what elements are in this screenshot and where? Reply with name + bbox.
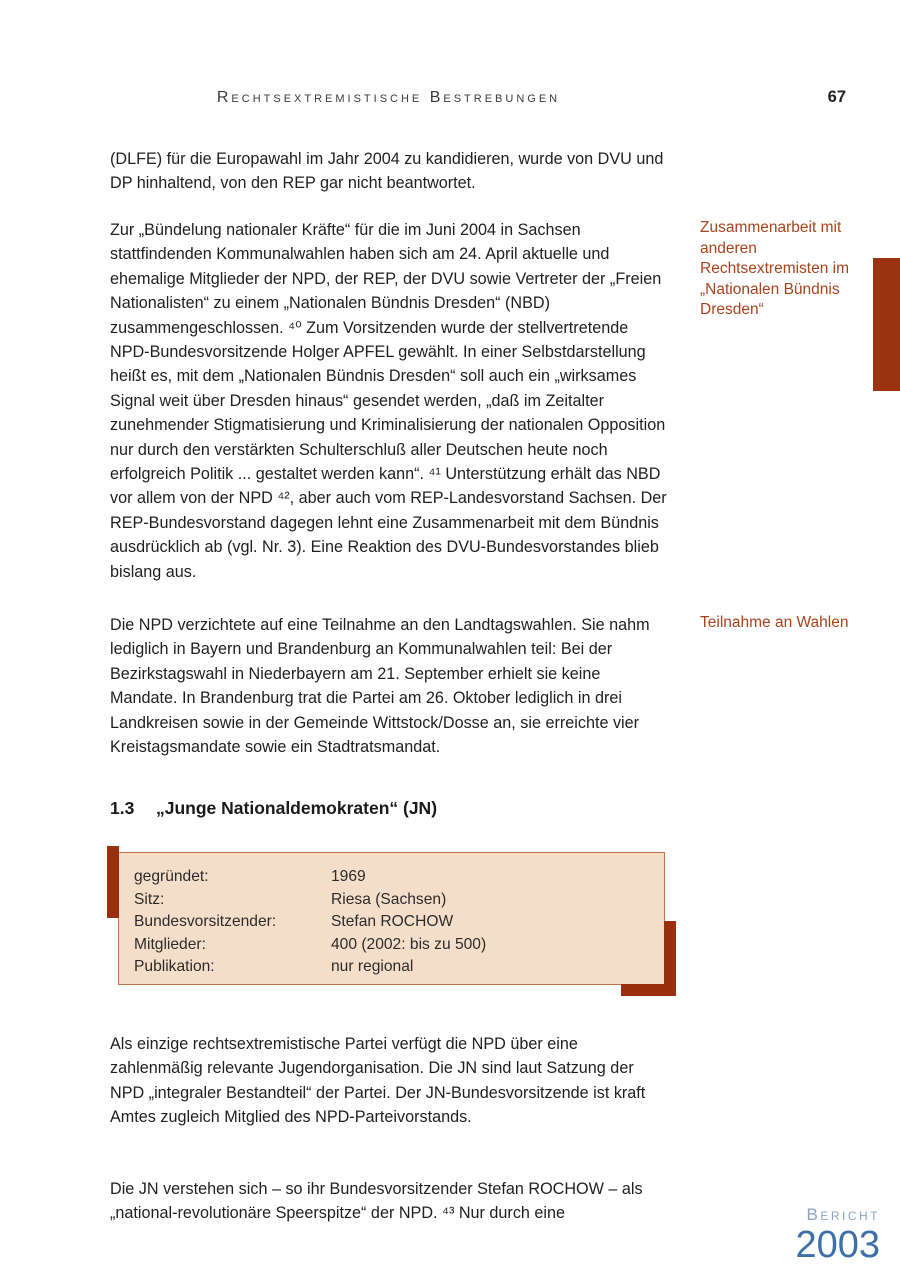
infobox-value: nur regional [331, 958, 414, 976]
page-number: 67 [827, 88, 846, 106]
infobox-label: Mitglieder: [134, 935, 206, 953]
infobox-row [134, 934, 664, 957]
infobox-row [134, 911, 664, 934]
report-brand [720, 1205, 880, 1264]
party-infobox [118, 852, 665, 985]
infobox-value: 1969 [331, 868, 366, 885]
report-brand-label: Bericht [806, 1205, 880, 1224]
infobox-row [134, 889, 664, 912]
infobox-accent-bottom-right-horizontal [621, 984, 676, 996]
edge-accent-bar [873, 258, 900, 391]
body-paragraph-1: (DLFE) für die Europawahl im Jahr 2004 zu kandidieren, wurde von DVU und DP hinhaltend, von den REP gar nicht beantwortet. [110, 150, 664, 193]
body-paragraph-2: Zur „Bündelung nationaler Kräfte“ für die im Juni 2004 in Sachsen stattfindenden Kommunalwahlen haben sich am 24. April aktuelle und ehemalige Mitglieder der NPD, der REP, der DVU sowie Vertreter der „Freien Nationalisten“ zu einem „Nationalen Bündnis Dresden“ (NBD) zusammengeschlossen. ⁴⁰ Zum Vorsitzenden wurde der stellvertretende NPD-Bundesvorsitzende Holger APFEL gewählt. In einer Selbstdarstellung heißt es, mit dem „Nationalen Bündnis Dresden“ soll auch ein „wirksames Signal weit über Dresden hinaus“ gesendet werden, „daß im Zeitalter zunehmender Stigmatisierung und Kriminalisierung der nationalen Opposition nur durch den verstärkten Schulterschluß aller Deutschen heute noch erfolgreich Politik ... gestaltet werden kann“. ⁴¹ Unterstützung erhält das NBD vor allem von der NPD ⁴², aber auch vom REP-Landesvorstand Sachsen. Der REP-Bundesvorstand dagegen lehnt eine Zusammenarbeit mit dem Bündnis ausdrücklich ab (vgl. Nr. 3). Eine Reaktion des DVU-Bundesvorstandes blieb bislang aus. [110, 221, 667, 581]
report-year: 2003 [795, 1224, 880, 1266]
infobox-label: Bundesvorsitzender: [134, 913, 277, 931]
section-title: „Junge Nationaldemokraten“ (JN) [156, 798, 438, 818]
infobox-row [134, 956, 664, 979]
section-heading [110, 798, 670, 819]
infobox-value: Stefan ROCHOW [331, 913, 454, 931]
infobox-label: Sitz: [134, 890, 165, 908]
infobox-label: gegründet: [134, 868, 209, 885]
body-paragraph-5: Die JN verstehen sich – so ihr Bundesvorsitzender Stefan ROCHOW – als „national-revolutionäre Speerspitze“ der NPD. ⁴³ Nur durch eine [110, 1180, 643, 1223]
infobox-value: Riesa (Sachsen) [331, 890, 447, 908]
infobox-label: Publikation: [134, 958, 215, 976]
body-paragraph-4: Als einzige rechtsextremistische Partei verfügt die NPD über eine zahlenmäßig relevante Jugendorganisation. Die JN sind laut Satzung der NPD „integraler Bestandteil“ der Partei. Der JN-Bundesvorsitzende ist kraft Amtes zugleich Mitglied des NPD-Parteivorstands. [110, 1035, 646, 1127]
section-number: 1.3 [110, 798, 135, 818]
infobox-accent-top-left [107, 846, 119, 918]
running-header: Rechtsextremistische Bestrebungen [216, 89, 561, 106]
infobox-row [134, 866, 664, 889]
margin-note-buendnis-dresden: Zusammenarbeit mit anderen Rechtsextremisten im „Nationalen Bündnis Dresden“ [700, 219, 850, 318]
infobox-value: 400 (2002: bis zu 500) [331, 935, 487, 953]
margin-note-teilnahme-wahlen: Teilnahme an Wahlen [700, 614, 849, 631]
body-paragraph-3: Die NPD verzichtete auf eine Teilnahme an den Landtagswahlen. Sie nahm lediglich in Bayern und Brandenburg an Kommunalwahlen teil: Bei der Bezirkstagswahl in Niederbayern am 21. September erhielt sie keine Mandate. In Brandenburg trat die Partei am 26. Oktober lediglich in drei Landkreisen sowie in der Gemeinde Wittstock/Dosse an, sie erreichte vier Kreistagsmandate sowie ein Stadtratsmandat. [110, 616, 650, 757]
